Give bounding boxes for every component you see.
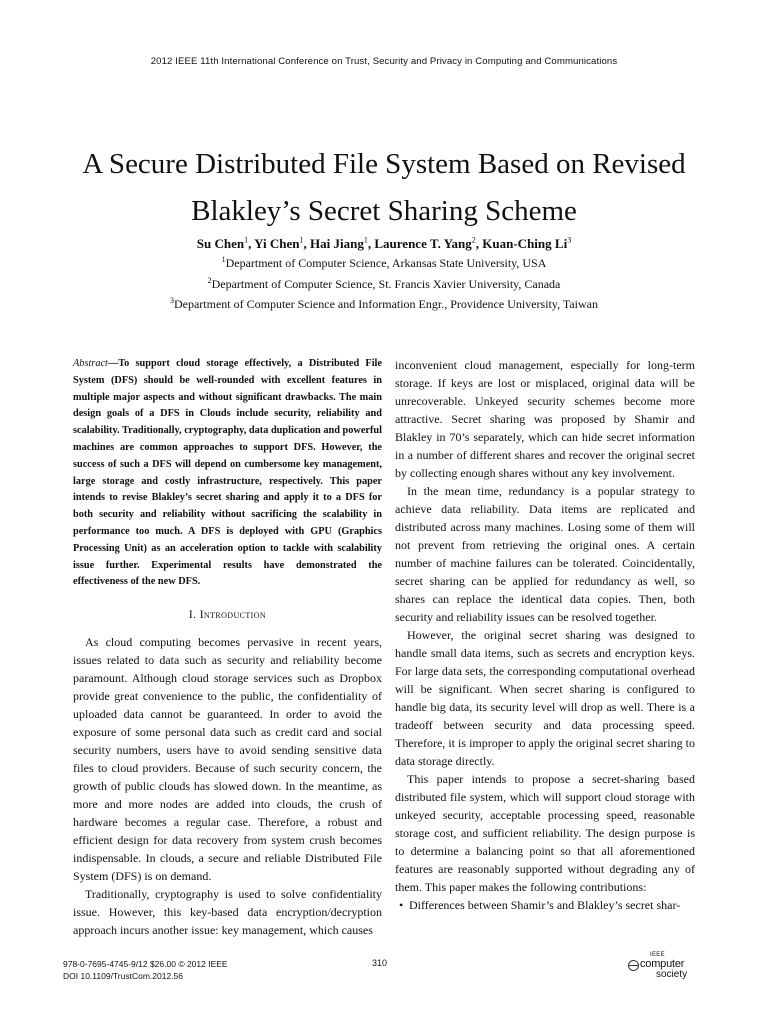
- author-affil-mark: 1: [244, 235, 249, 245]
- affiliation-mark: 3: [169, 296, 174, 305]
- author-affil-mark: 2: [471, 235, 476, 245]
- title-line-1: A Secure Distributed File System Based on Revised: [82, 148, 686, 180]
- author-separator: ,: [475, 236, 483, 251]
- paragraph: However, the original secret sharing was designed to handle small data items, such as secrets and encryption keys. For large data sets, the corresponding computational overhead will be significant. When secret sharing is configured to handle big data, its security level will drop as well. There is a tradeoff between security and data processing speed. Therefore, it is improper to apply the original secret sharing to data storage directly.: [395, 628, 695, 768]
- author-name: Kuan-Ching Li: [482, 236, 568, 251]
- affiliation-1: [0, 256, 768, 271]
- author-separator: ,: [248, 236, 255, 251]
- author-name: Laurence T. Yang: [374, 236, 472, 251]
- author-list: [0, 236, 768, 252]
- contributions-list: [395, 896, 695, 914]
- abstract: [73, 356, 382, 591]
- isbn-line: 978-0-7695-4745-9/12 $26.00 © 2012 IEEE: [63, 959, 228, 969]
- section-title: Introduction: [199, 609, 267, 622]
- affiliation-text: Department of Computer Science and Information Engr., Providence University, Taiwan: [173, 297, 599, 311]
- right-column: [395, 356, 695, 914]
- logo-computer-text: computer: [640, 958, 685, 970]
- abstract-dash: —: [107, 358, 119, 369]
- abstract-text: To support cloud storage effectively, a Distributed File System (DFS) should be well-rounded with excellent features in multiple major aspects and without significant drawbacks. The main design goals of a DFS in Clouds include security, reliability and scalability. Traditionally, cryptography, data duplication and powerful machines are common approaches to support DFS. However, the success of such a DFS will depend on cumbersome key management, large storage and costly infrastructure, respectively. This paper intends to revise Blakley’s secret sharing and apply it to a DFS for both security and reliability without sacrificing the scalability in performance too much. A DFS is deployed with GPU (Graphics Processing Unit) as an acceleration option to tackle with scalability issue further. Experimental results have demonstrated the effectiveness of the new DFS.: [73, 358, 382, 588]
- author-affil-mark: 1: [299, 235, 304, 245]
- doi-line: DOI 10.1109/TrustCom.2012.56: [63, 971, 184, 981]
- paragraph: This paper intends to propose a secret-sharing based distributed file system, which will support cloud storage with unkeyed security, acceptable processing speed, reasonable storage cost, and sufficient reliability. The design purpose is to determine a balancing point so that all aforementioned features are reasonably supported without degrading any of them. This paper makes the following contributions:: [395, 772, 695, 894]
- page-number: 310: [372, 958, 388, 968]
- affiliation-2: [0, 277, 768, 292]
- left-column: [73, 356, 382, 939]
- section-heading-introduction: [73, 606, 382, 624]
- author-affil-mark: 1: [363, 235, 368, 245]
- author-affil-mark: 3: [567, 235, 572, 245]
- paragraph: As cloud computing becomes pervasive in recent years, issues related to data such as security and reliability become paramount. Although cloud storage services such as Dropbox provide great convenience to the public, the confidentiality of uploaded data cannot be guaranteed. In order to avoid the exposure of some personal data such as credit card and social security numbers, users have to avoid sending sensitive data files to cloud providers. Because of such security concern, the growth of public clouds has slowed down. In the meantime, as more and more nodes are added into clouds, the crush of hardware becomes a regular case. Therefore, a robust and efficient design for data recovery from system crush becomes indispensable. In clouds, a secure and reliable Distributed File System (DFS) is on demand.: [73, 635, 382, 884]
- conference-header: 2012 IEEE 11th International Conference on Trust, Security and Privacy in Computing and Communications: [150, 56, 618, 67]
- paper-title: [0, 141, 768, 235]
- affiliation-mark: 2: [207, 276, 212, 285]
- paragraph: inconvenient cloud management, especially for long-term storage. If keys are lost or misplaced, original data will be unrecoverable. Unkeyed security schemes become more attractive. Secret sharing was proposed by Shamir and Blakley in 70’s separately, which can hide secret information in a number of different shares and recover the original secret by collecting enough shares without any key involvement.: [395, 358, 695, 480]
- footer-copyright: [63, 958, 228, 982]
- author-separator: ,: [303, 236, 311, 251]
- author-name: Hai Jiang: [310, 236, 364, 251]
- section-number: I.: [188, 609, 197, 622]
- author-name: Yi Chen: [254, 236, 300, 251]
- author-name: Su Chen: [196, 236, 245, 251]
- logo-society-text: society: [656, 969, 688, 980]
- abstract-label: Abstract: [73, 358, 108, 369]
- affiliation-3: [0, 297, 768, 312]
- author-separator: ,: [367, 236, 375, 251]
- logo-ieee-text: IEEE: [650, 952, 665, 958]
- title-line-2: Blakley’s Secret Sharing Scheme: [191, 195, 577, 227]
- affiliation-mark: 1: [221, 255, 226, 264]
- list-item: • Differences between Shamir’s and Blakley’s secret shar-: [409, 896, 695, 914]
- globe-icon: [628, 960, 639, 971]
- computer-society-logo: [628, 952, 718, 980]
- paragraph: Traditionally, cryptography is used to solve confidentiality issue. However, this key-based data encryption/decryption approach incurs another issue: key management, which causes: [73, 887, 382, 938]
- paragraph: In the mean time, redundancy is a popular strategy to achieve data reliability. Data items are replicated and distributed across many machines. Losing some of them will not prevent from retrieving the original ones. A certain number of machine failures can be tolerated. Coincidentally, secret sharing can be applied for redundancy as well, so shares can replace the identical data copies. Then, both security and reliability issues can be resolved together.: [395, 484, 695, 624]
- affiliation-text: Department of Computer Science, St. Francis Xavier University, Canada: [211, 277, 561, 291]
- affiliation-text: Department of Computer Science, Arkansas State University, USA: [225, 256, 547, 270]
